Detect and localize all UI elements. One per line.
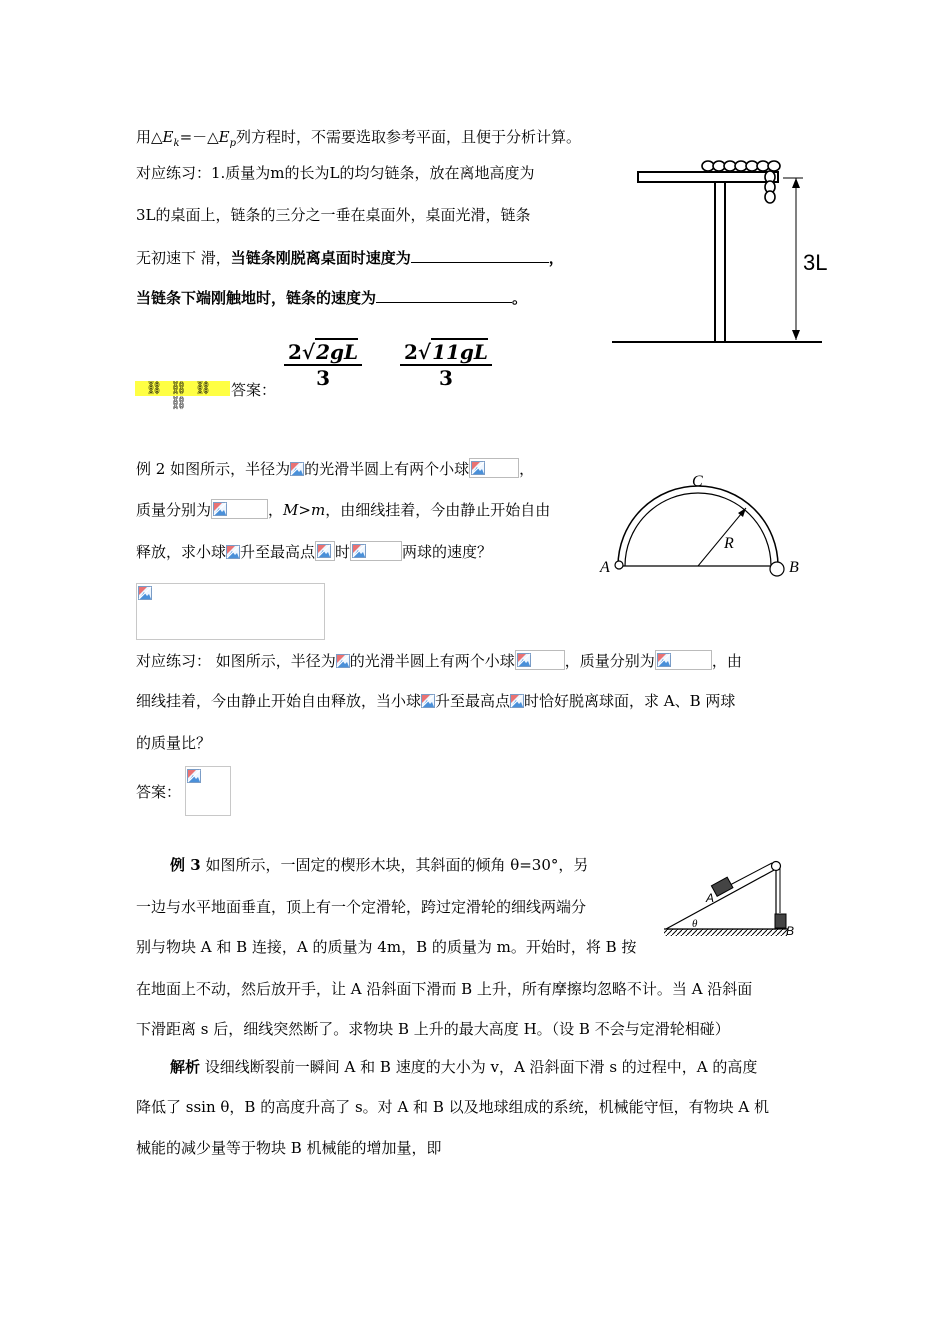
example2-text-2b: ， [268,501,284,519]
image-placeholder-icon [138,586,152,600]
example2-text-2c: ，由细线挂着，今由静止开始自由 [325,501,551,519]
solution-line2: 降低了 ssin θ，B 的高度升高了 s。对 A 和 B 以及地球组成的系统，机械能守恒，有物块 A 机 [136,1098,769,1116]
image-placeholder-icon [352,544,366,558]
image-placeholder-box [211,499,268,519]
stamp-icon: ⛓⛓⛓⛓ [145,381,220,411]
answer2-radicand: 11gL [432,340,488,364]
intro-text-2: =－△ [179,128,219,146]
image-placeholder-icon [471,461,485,475]
example2-mass-relation: M>m [283,501,326,519]
practice1-line3-pre: 无初速下 滑， [136,249,231,267]
ep-symbol: E [218,128,230,146]
intro-text-1: 用△ [136,128,163,146]
practice1-line2: 3L的桌面上，链条的三分之一垂在桌面外，桌面光滑，链条 [136,206,531,224]
image-placeholder-icon [213,502,227,516]
practice1-line3 [136,248,564,268]
image-placeholder-box [350,541,402,561]
ek-symbol: E [162,128,174,146]
practice2-text-2c: 时恰好脱离球面，求 A、B 两球 [524,692,736,710]
practice2-text-1a: 对应练习： 如图所示，半径为 [136,652,336,670]
example3-line2: 一边与水平地面垂直，顶上有一个定滑轮，跨过定滑轮的细线两端分 [136,898,587,916]
image-placeholder-icon [336,654,350,668]
practice1-line4-end: 。 [512,289,528,307]
point-b-label: B [789,559,799,576]
practice2-text-1b: 的光滑半圆上有两个小球 [349,652,515,670]
practice2-text-1c: ，质量分别为 [564,652,655,670]
intro-line [136,127,581,154]
example2-text-3c: 时 [335,543,351,561]
example3-line3: 别与物块 A 和 B 连接，A 的质量为 4m，B 的质量为 m。开始时，将 B 按 [136,938,637,956]
wedge-pulley-figure [662,855,797,940]
answer-formula-2: $\frac{2√11gL}{3}$ [400,340,492,390]
solution-line3: 械能的减少量等于物块 B 机械能的增加量，即 [136,1139,442,1157]
solution-label: 解析 [170,1058,201,1076]
practice1-answer-label: 答案： [231,381,277,399]
ek-sub: k [173,138,180,149]
block-b-label: B [786,924,795,938]
practice2-text-1d: ，由 [711,652,742,670]
example2-line3 [136,541,492,562]
answer-stamp-icons [135,381,230,411]
radius-label: R [724,535,734,552]
practice1-question1: 当链条刚脱离桌面时速度为 [230,249,411,267]
image-placeholder-box [469,458,519,478]
practice1-line1: 对应练习：1.质量为m的长为L的均匀链条，放在离地高度为 [136,164,535,182]
image-placeholder-icon [421,694,435,708]
semicircle-figure [598,470,813,580]
image-placeholder-icon [317,544,331,558]
example3-label: 例 3 [170,856,201,874]
practice1-question2: 当链条下端刚触地时，链条的速度为 [136,289,377,307]
example2-text-3b: 升至最高点 [240,543,316,561]
block-a-label: A [706,891,715,905]
answer1-radicand: 2gL [316,340,359,364]
image-placeholder-icon [290,462,304,476]
example2-line2 [136,499,550,520]
image-placeholder-icon [657,653,671,667]
answer-blank-1[interactable] [411,248,549,263]
example3-line5: 下滑距离 s 后，细线突然断了。求物块 B 上升的最大高度 H。（设 B 不会与定滑轮相碰） [136,1020,730,1038]
intro-text-3: 列方程时，不需要选取参考平面，且便于分析计算。 [236,128,582,146]
practice1-line4 [136,288,527,308]
answer1-den: 3 [316,366,330,390]
practice2-line1 [136,650,742,671]
practice2-text-2a: 细线挂着，今由静止开始自由释放，当小球 [136,692,422,710]
example3-line4: 在地面上不动，然后放开手，让 A 沿斜面下滑而 B 上升，所有摩擦均忽略不计。当 A 沿斜面 [136,980,753,998]
example2-text-3a: 释放，求小球 [136,543,227,561]
image-placeholder-icon [510,694,524,708]
answer-blank-2[interactable] [376,288,512,303]
example3-line1 [170,855,588,875]
practice2-text-2b: 升至最高点 [435,692,511,710]
example2-text-1c: ， [519,460,535,478]
image-placeholder-icon [187,769,201,783]
practice1-line3-end: ， [548,249,564,267]
example2-line1 [136,458,534,479]
solution-line1 [170,1057,757,1077]
point-c-label: C [692,473,703,490]
practice2-answer-label: 答案： [136,783,182,801]
ep-sub: p [229,138,237,149]
example2-text-1a: 例 2 如图所示，半径为 [136,460,291,478]
answer-formula-1: $\frac{2√2gL}{3}$ [284,340,362,390]
theta-label: θ [692,918,698,930]
answer2-den: 3 [439,366,453,390]
height-label: 3L [803,250,828,275]
chain-table-figure [600,152,828,352]
answer1-coef: 2 [288,340,302,364]
answer2-coef: 2 [404,340,418,364]
example2-text-1b: 的光滑半圆上有两个小球 [304,460,470,478]
example2-text-2a: 质量分别为 [136,501,212,519]
image-placeholder-box [655,650,712,670]
practice2-answer-image [185,766,231,816]
solution-image-placeholder [136,583,325,640]
example2-text-3d: 两球的速度？ [402,543,493,561]
image-placeholder-icon [517,653,531,667]
example3-text-1: 如图所示，一固定的楔形木块，其斜面的倾角 θ=30°，另 [200,856,589,874]
image-placeholder-box [315,541,335,561]
point-a-label: A [600,559,610,576]
practice2-line3: 的质量比？ [136,734,212,752]
practice2-line2 [136,691,735,711]
image-placeholder-box [515,650,565,670]
solution-text-1: 设细线断裂前一瞬间 A 和 B 速度的大小为 v，A 沿斜面下滑 s 的过程中，A 的高度 [200,1058,758,1076]
image-placeholder-icon [226,545,240,559]
